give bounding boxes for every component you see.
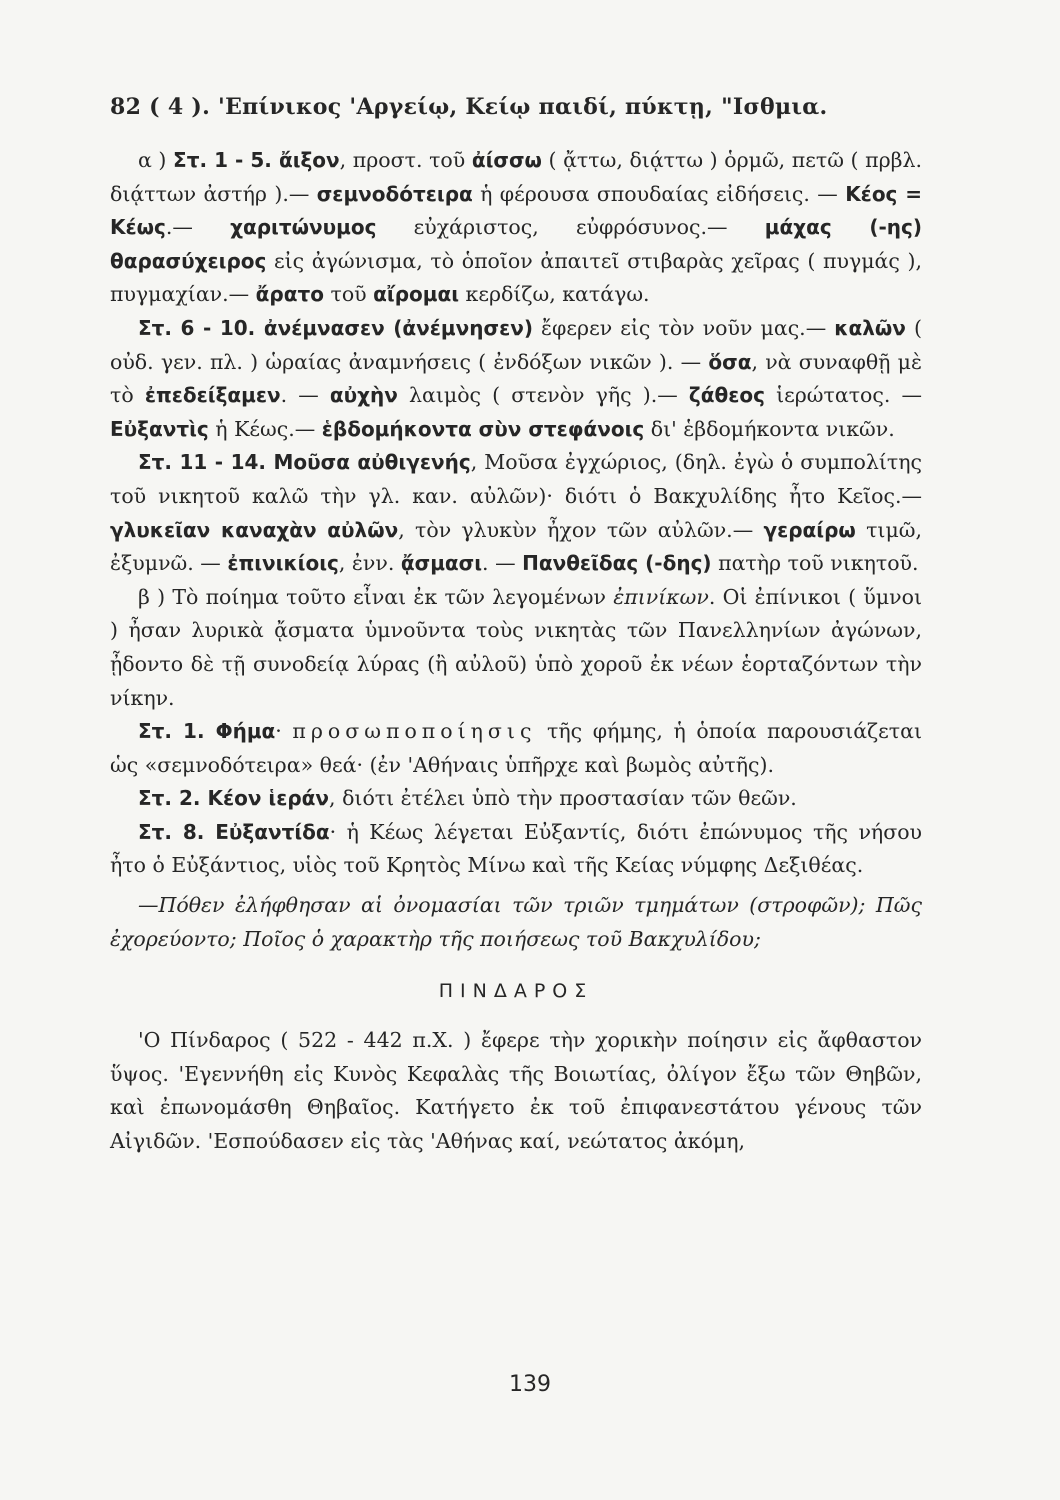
gloss: . —	[482, 551, 523, 576]
note-paragraph-a-1-5	[110, 144, 922, 312]
gloss: λαιμὸς ( στενὸν γῆς ).—	[397, 383, 689, 408]
verse-ref: Στ. 11 - 14.	[138, 450, 274, 475]
gloss: δι' ἑβδομήκοντα νικῶν.	[644, 416, 895, 441]
gloss: τιμῶ, ἐξυμνῶ. —	[110, 517, 923, 576]
gloss: , ἐνν.	[338, 551, 401, 576]
verse-ref: Στ. 6 - 10.	[138, 315, 264, 340]
gloss: · ἡ Κέως λέγεται Εὐξαντίς, διότι ἐπώνυμος τῆς νήσου ἦτο ὁ Εὐξάντιος, υἱὸς τοῦ Κρητὸς Μίνω καὶ τῆς Κείας νύμφης Δεξιθέας.	[110, 819, 922, 878]
note-paragraph-6-10	[110, 312, 922, 446]
gloss: τοῦ	[323, 282, 374, 307]
note-paragraph-11-14	[110, 446, 922, 580]
lemma: ᾄσμασι	[400, 551, 483, 576]
gloss: ( οὐδ. γεν. πλ. ) ὡραίας ἀναμνήσεις ( ἐνδόξων νικῶν ). —	[110, 315, 923, 374]
lemma: ἀίσσω	[471, 148, 542, 172]
gloss: ἱερώτατος. —	[764, 383, 922, 408]
gloss: .—	[165, 215, 231, 240]
lemma: ἀνέμνασεν (ἀνέμνησεν)	[263, 315, 533, 340]
gloss: ἡ φέρουσα σπουδαίας εἰδήσεις. —	[472, 181, 846, 206]
gloss: , νὰ συναφθῇ μὲ τὸ	[110, 349, 923, 408]
gloss: τῆς φήμης, ἡ ὁποία παρουσιάζεται ὡς «σεμνοδότειρα» θεά· (ἐν 'Αθήναις ὑπῆρχε καὶ βωμὸς αὐτῆς).	[110, 719, 922, 777]
gloss: ( ᾄττω, διᾴττω ) ὁρμῶ, πετῶ ( πρβλ. διᾴττων ἀστήρ ).—	[110, 148, 922, 206]
lemma: ζάθεος	[688, 383, 765, 408]
italic-term: ἐπινίκων	[613, 584, 709, 609]
lemma: αἴρομαι	[373, 282, 459, 307]
gloss: , τὸν γλυκὺν ἦχον τῶν αὐλῶν.—	[398, 517, 764, 542]
lemma: Μοῦσα αὐθιγενής	[273, 450, 471, 475]
lemma: αὐχὴν	[329, 383, 398, 408]
lemma: Κέος = Κέως	[110, 181, 922, 240]
lemma: μάχας (-ης) θαρασύχειρος	[110, 215, 923, 273]
lemma: Πανθεῖδας (-δης)	[522, 551, 712, 576]
lemma: σεμνοδότειρα	[316, 181, 473, 206]
lemma: καλῶν	[834, 315, 906, 340]
gloss: , Μοῦσα ἐγχώριος, (δηλ. ἐγὼ ὁ συμπολίτης τοῦ νικητοῦ καλῶ τὴν γλ. καν. αὐλῶν)· διότι ὁ Βακχυλίδης ἦτο Κεῖος.—	[110, 450, 922, 508]
page-content	[110, 94, 922, 1159]
note-paragraph-b	[110, 581, 922, 715]
verse-ref: Στ. 8.	[138, 819, 216, 844]
pindar-paragraph: 'Ο Πίνδαρος ( 522 - 442 π.Χ. ) ἔφερε τὴν χορικὴν ποίησιν εἰς ἄφθαστον ὕψος. 'Εγεννήθη εἰς Κυνὸς Κεφαλὰς τῆς Βοιωτίας, ὀλίγον ἔξω τῶν Θηβῶν, καὶ ἐπωνομάσθη Θηβαῖος. Κατήγετο ἐκ τοῦ ἐπιφανεστάτου γένους τῶν Αἰγιδῶν. 'Εσπούδασεν εἰς τὰς 'Αθήνας καί, νεώτατος ἀκόμη,	[110, 1028, 922, 1154]
lemma: ἐπεδείξαμεν	[144, 383, 281, 408]
lemma: ἐπινικίοις	[227, 551, 339, 576]
lemma: γεραίρω	[763, 517, 856, 542]
gloss: πατὴρ τοῦ νικητοῦ.	[711, 551, 919, 576]
gloss: ·	[275, 719, 293, 744]
lemma: ἑβδομήκοντα σὺν στεφάνοις	[321, 416, 645, 441]
note-lead-a: α )	[138, 148, 174, 172]
note-paragraph-b-8	[110, 816, 922, 883]
verse-ref: Στ. 1 - 5.	[173, 148, 279, 172]
gloss: εὐχάριστος, εὐφρόσυνος.—	[376, 215, 765, 240]
review-questions: —Πόθεν ἐλήφθησαν αἱ ὀνομασίαι τῶν τριῶν τμημάτων (στροφῶν); Πῶς ἐχορεύοντο; Ποῖος ὁ χαρακτὴρ τῆς ποιήσεως τοῦ Βακχυλίδου;	[110, 893, 922, 951]
page-number: 139	[509, 1372, 551, 1397]
body-text: . Οἱ ἐπίνικοι ( ὕμνοι ) ἦσαν λυρικὰ ᾄσματα ὑμνοῦντα τοὺς νικητὰς τῶν Πανελληνίων ἀγώνων, ᾖδοντο δὲ τῇ συνοδείᾳ λύρας (ἢ αὐλοῦ) ὑπὸ χοροῦ ἐκ νέων ἑορταζόντων τὴν νίκην.	[110, 584, 922, 710]
lemma: ὅσα	[708, 349, 752, 374]
gloss: , προστ. τοῦ	[339, 148, 472, 172]
gloss: ἡ Κέως.—	[208, 416, 322, 441]
gloss: ἔφερεν εἰς τὸν νοῦν μας.—	[532, 315, 835, 340]
lemma: Εὐξαντὶς	[110, 416, 209, 441]
gloss: , διότι ἐτέλει ὑπὸ τὴν προστασίαν τῶν θεῶν.	[329, 786, 797, 811]
lemma: Κέον ἱεράν	[207, 786, 330, 811]
entry-title: 82 ( 4 ). 'Επίνικος 'Αργείῳ, Κείῳ παιδί, πύκτῃ, "Ισθμια.	[110, 94, 828, 120]
body-text: β ) Τὸ ποίημα τοῦτο εἶναι ἐκ τῶν λεγομένων	[138, 584, 614, 609]
verse-ref: Στ. 1.	[138, 719, 216, 744]
lemma: ἄρατο	[255, 282, 324, 307]
note-paragraph-b-1	[110, 715, 922, 782]
spaced-term: προσωποποίησις	[292, 719, 537, 744]
gloss: εἰς ἀγώνισμα, τὸ ὁποῖον ἀπαιτεῖ στιβαρὰς χεῖρας ( πυγμάς ), πυγμαχίαν.—	[110, 248, 922, 307]
lemma: Φήμα	[215, 719, 276, 744]
lemma: ἄιξον	[278, 148, 340, 172]
gloss: . —	[280, 383, 330, 408]
gloss: κερδίζω, κατάγω.	[459, 282, 650, 307]
verse-ref: Στ. 2.	[138, 786, 208, 811]
section-heading: ΠΙΝΔΑΡΟΣ	[438, 980, 594, 1003]
note-paragraph-b-2	[110, 782, 922, 816]
lemma: χαριτώνυμος	[230, 215, 377, 240]
lemma: γλυκεῖαν καναχὰν αὐλῶν	[110, 517, 399, 542]
lemma: Εὐξαντίδα	[215, 819, 330, 844]
